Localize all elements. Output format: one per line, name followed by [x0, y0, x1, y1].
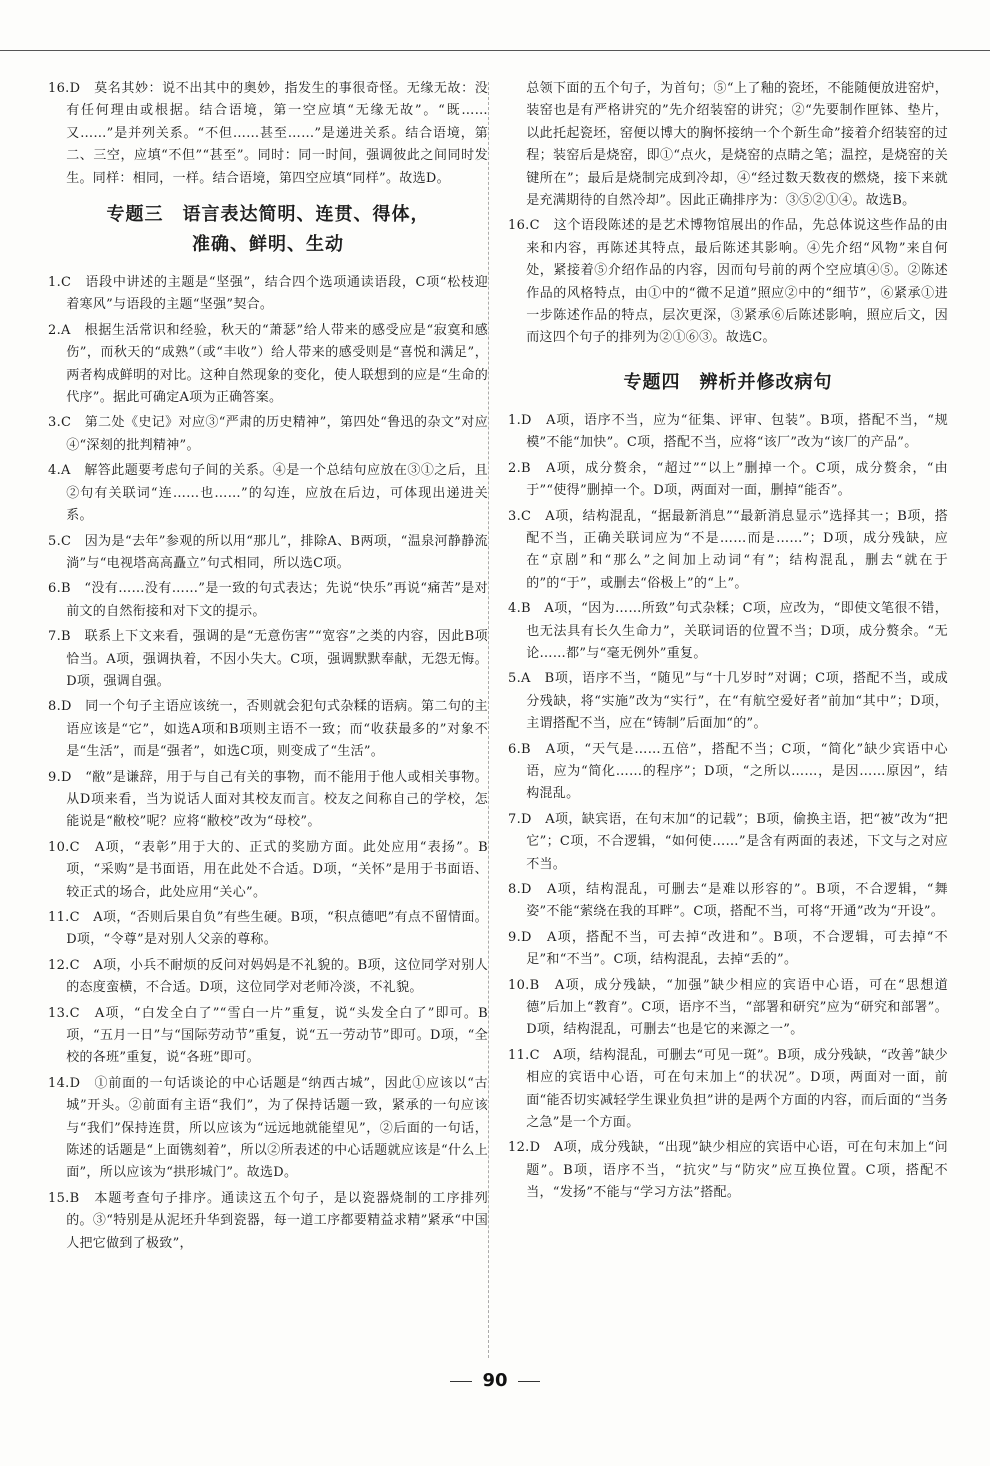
answer-item: 8.D A项，结构混乱，可删去“是难以形容的”。B项，不合逻辑，“舞姿”不能“萦绕在我的耳畔”。C项，搭配不当，可将“开通”改为“开设”。 [508, 882, 948, 920]
section-title-3-line1: 专题三 语言表达简明、连贯、得体， [106, 204, 430, 226]
answer-item: 6.B A项，“天气是……五倍”，搭配不当；C项，“简化”缺少宾语中心语，应为“简化……的程序”；D项，“之所以……，是因……原因”，结构混乱。 [508, 741, 948, 802]
answer-item: 14.D ①前面的一句话谈论的中心话题是“纳西古城”，因此①应该以“古城”开头。②前面有主语“我们”，为了保持话题一致，紧承的一句应该与“我们”保持连贯，所以应该为“远远地就能望见”，②后面的一句话，陈述的话题是“上面镌刻着”，所以②所表述的中心话题就应该是“什么上面”，所以应该为“拱形城门”。故选D。 [48, 1075, 488, 1181]
answer-continuation: 总领下面的五个句子，为首句；⑤“上了釉的瓷坯，不能随便放进窑炉，装窑也是有严格讲究的”先介绍装窑的讲究；②“先要制作匣钵、垫片，以此托起瓷坯，窑便以博大的胸怀接纳一个个新生命”接着介绍装窑的过程；装窑后是烧窑，即①“点火，是烧窑的点睛之笔；温控，是烧窑的关键所在”；最后是烧制完成到冷却，④“经过数天数夜的燃烧，接下来就是充满期待的自然冷却”。因此正确排序为：③⑤②①④。故选B。 [526, 81, 948, 209]
left-column [48, 78, 488, 1258]
section-title-4: 专题四 辨析并修改病句 [623, 371, 833, 393]
answer-item: 12.D A项，成分残缺，“出现”缺少相应的宾语中心语，可在句末加上“问题”。B项，语序不当，“抗灾”与“防灾”应互换位置。C项，搭配不当，“发扬”不能与“学习方法”搭配。 [508, 1140, 948, 1201]
answer-item: 2.A 根据生活常识和经验，秋天的“萧瑟”给人带来的感受应是“寂寞和感伤”，而秋天的“成熟”（或“丰收”）给人带来的感受则是“喜悦和满足”，两者构成鲜明的对比。这种自然现象的变化，使人联想到的应是“生命的代序”。据此可确定A项为正确答案。 [48, 322, 488, 406]
answer-item: 5.C 因为是“去年”参观的所以用“那儿”，排除A、B两项，“温泉河静静流淌”与“电视塔高高矗立”句式相同，所以选C项。 [48, 533, 488, 571]
answer-item: 12.C A项，小兵不耐烦的反问对妈妈是不礼貌的。B项，这位同学对别人的态度蛮横，不合适。D项，这位同学对老师冷淡，不礼貌。 [48, 957, 488, 996]
answer-item: 5.A B项，语序不当，“随见”与“十几岁时”对调；C项，搭配不当，或成分残缺，将“实施”改为“实行”，在“有航空爱好者”前加“其中”；D项，主谓搭配不当，应在“铸制”后面加“的”。 [508, 671, 948, 732]
answer-item: 10.C A项，“表彰”用于大的、正式的奖励方面。此处应用“表扬”。B项，“采购”是书面语，用在此处不合适。D项，“关怀”是用于书面语、较正式的场合，此处应用“关心”。 [48, 839, 488, 900]
answer-item: 10.B A项，成分残缺，“加强”缺少相应的宾语中心语，可在“思想道德”后加上“教育”。C项，语序不当，“部署和研究”应为“研究和部署”。D项，结构混乱，可删去“也是它的来源之一”。 [508, 977, 948, 1038]
answer-item: 11.C A项，结构混乱，可删去“可见一斑”。B项，成分残缺，“改善”缺少相应的宾语中心语，可在句末加上“的状况”。D项，两面对一面，前面“能否切实减轻学生课业负担”讲的是两个方面的内容，而后面的“当务之急”是一个方面。 [508, 1047, 948, 1131]
section3-answers [48, 272, 488, 1255]
right-column [508, 78, 948, 1208]
answer-item: 13.C A项，“白发全白了”“雪白一片”重复，说“头发全白了”即可。B项，“五月一日”与“国际劳动节”重复，说“五一劳动节”即可。D项，“全校的各班”重复，说“各班”即可。 [48, 1005, 488, 1066]
page-number-dash-left [450, 1381, 472, 1382]
answer-item: 9.D “敝”是谦辞，用于与自己有关的事物，而不能用于他人或相关事物。从D项来看，当为说话人面对其校友而言。校友之间称自己的学校，怎能说是“敝校”呢？应将“敝校”改为“母校”。 [48, 769, 488, 830]
answer-item: 1.C 语段中讲述的主题是“坚强”，结合四个选项通读语段，C项“松枝迎着寒风”与语段的主题“坚强”契合。 [48, 275, 488, 313]
header-rule [0, 50, 990, 51]
answer-item: 7.D A项，缺宾语，在句末加“的记载”；B项，偷换主语，把“被”改为“把它”；C项，不合逻辑，“如何使……”是含有两面的表述，下文与之对应不当。 [508, 811, 948, 872]
page-number [0, 1370, 990, 1391]
section4-answers [508, 410, 948, 1205]
answer-item: 8.D 同一个句子主语应该统一，否则就会犯句式杂糅的语病。第二句的主语应该是“它”，如选A项和B项则主语不一致；而“收获最多的”对象不是“生活”，而是“强者”，如选C项，则变成了“生活”。 [48, 699, 488, 760]
answer-item: 7.B 联系上下文来看，强调的是“无意伤害”“宽容”之类的内容，因此B项恰当。A项，强调执着，不因小失大。C项，强调默默奉献，无怨无悔。D项，强调自强。 [48, 629, 488, 689]
answer-item: 15.B 本题考查句子排序。通读这五个句子，是以瓷器烧制的工序排列的。③“特别是从泥坯升华到瓷器，每一道工序都要精益求精”紧承“中国人把它做到了极致”， [48, 1190, 488, 1251]
answer-item: 9.D A项，搭配不当，可去掉“改进和”。B项，不合逻辑，可去掉“不足”和“不当”。C项，结构混乱，去掉“丢的”。 [508, 929, 948, 968]
page-number-text: 90 [482, 1370, 508, 1391]
answer-item: 11.C A项，“否则后果自负”有些生硬。B项，“积点德吧”有点不留情面。D项，“令尊”是对别人父亲的尊称。 [48, 910, 488, 948]
section-title-3-line2: 准确、鲜明、生动 [192, 234, 344, 256]
answer-item: 2.B A项，成分赘余，“超过”“以上”删掉一个。C项，成分赘余，“由于”“使得”删掉一个。D项，两面对一面，删掉“能否”。 [508, 460, 948, 499]
answer-item: 16.D 莫名其妙：说不出其中的奥妙，指发生的事很奇怪。无缘无故：没有任何理由或根据。结合语境，第一空应填“无缘无故”。“既……又……”是并列关系。“不但……甚至……”是递进关系。结合语境，第二、三空，应填“不但”“甚至”。同时：同一时间，强调彼此之间同时发生。同样：相同，一样。结合语境，第四空应填“同样”。故选D。 [48, 81, 488, 186]
section-title-3 [48, 200, 488, 260]
answer-item: 6.B “没有……没有……”是一致的句式表达；先说“快乐”再说“痛苦”是对前文的自然衔接和对下文的提示。 [48, 581, 488, 619]
answer-item: 3.C 第二处《史记》对应③“严肃的历史精神”，第四处“鲁迅的杂文”对应④“深刻的批判精神”。 [48, 415, 488, 453]
answer-item: 3.C A项，结构混乱，“据最新消息”“最新消息显示”选择其一；B项，搭配不当，正确关联词应为“不是……而是……”；D项，成分残缺，应在“京剧”和“那么”之间加上动词“有”；结构混乱，删去“就在于的”的“于”，或删去“俗极上”的“上”。 [508, 508, 948, 591]
answer-item: 4.A 解答此题要考虑句子间的关系。④是一个总结句应放在③①之后，且②句有关联词“连……也……”的勾连，应放在后边，可体现出递进关系。 [48, 463, 488, 524]
answer-item: 16.C 这个语段陈述的是艺术博物馆展出的作品，先总体说这些作品的由来和内容，再陈述其特点，最后陈述其影响。④先介绍“风物”来自何处，紧接着⑤介绍作品的内容，因而句号前的两个空应填④⑤。②陈述作品的风格特点，由①中的“微不足道”照应②中的“细节”，⑥紧承①进一步陈述作品的特点，层次更深，③紧承⑥后陈述影响，照应后文，因而这四个句子的排列为②①⑥③。故选C。 [508, 218, 948, 346]
column-divider [488, 82, 489, 1358]
answer-item: 4.B A项，“因为……所致”句式杂糅；C项，应改为，“即使文笔很不错，也无法具有长久生命力”，关联词语的位置不当；D项，成分赘余。“无论……都”与“毫无例外”重复。 [508, 601, 948, 661]
page-number-dash-right [518, 1381, 540, 1382]
answer-item: 1.D A项，语序不当，应为“征集、评审、包装”。B项，搭配不当，“规模”不能“加快”。C项，搭配不当，应将“该厂”改为“该厂的产品”。 [508, 412, 948, 451]
